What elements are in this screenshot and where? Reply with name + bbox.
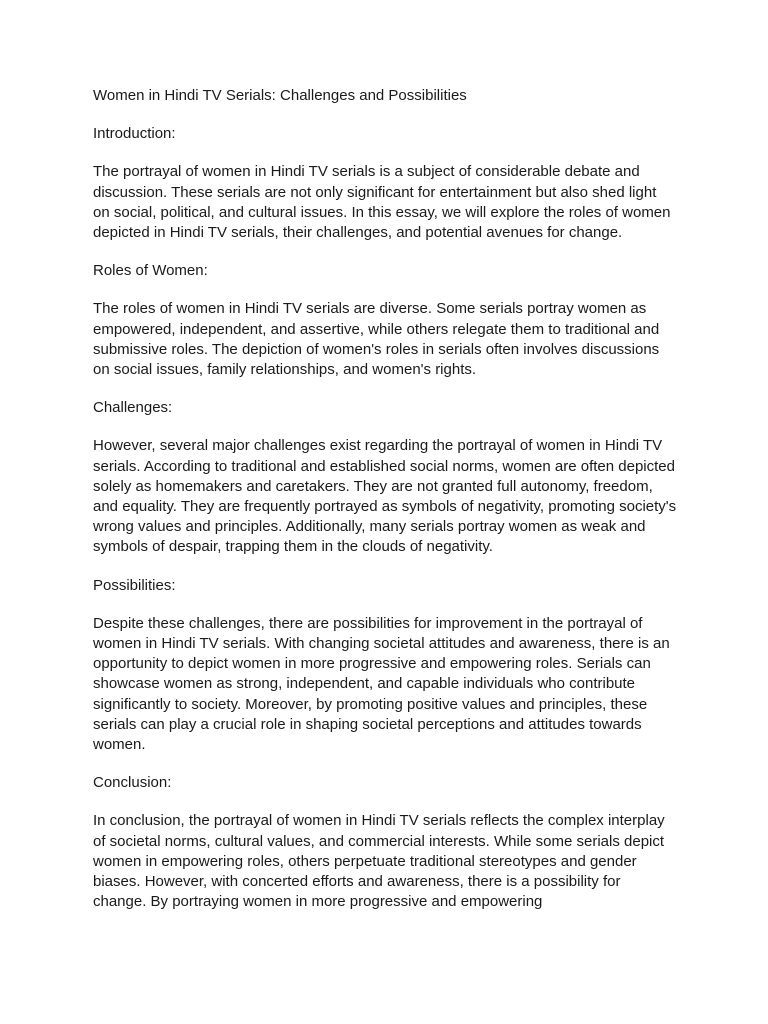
section-heading-possibilities: Possibilities: <box>93 576 176 594</box>
document-body <box>93 86 677 931</box>
section-body-challenges: However, several major challenges exist regarding the portrayal of women in Hindi TV serials. According to traditional and established social norms, women are often depicted solely as homemakers and caretakers. They are not granted full autonomy, freedom, and equality. They are frequently portrayed as symbols of negativity, promoting society's wrong values and principles. Additionally, many serials portray women as weak and symbols of despair, trapping them in the clouds of negativity. <box>93 437 677 556</box>
section-body-possibilities: Despite these challenges, there are possibilities for improvement in the portrayal of women in Hindi TV serials. With changing societal attitudes and awareness, there is an opportunity to depict women in more progressive and empowering roles. Serials can showcase women as strong, independent, and capable individuals who contribute significantly to society. Moreover, by promoting positive values and principles, these serials can play a crucial role in shaping societal perceptions and attitudes towards women. <box>93 614 670 754</box>
section-body-introduction: The portrayal of women in Hindi TV serials is a subject of considerable debate and discussion. These serials are not only significant for entertainment but also shed light on social, political, and cultural issues. In this essay, we will explore the roles of women depicted in Hindi TV serials, their challenges, and potential avenues for change. <box>93 163 671 242</box>
document-title: Women in Hindi TV Serials: Challenges and Possibilities <box>93 87 467 104</box>
section-body-roles-of-women: The roles of women in Hindi TV serials are diverse. Some serials portray women as empowered, independent, and assertive, while others relegate them to traditional and submissive roles. The depiction of women's roles in serials often involves discussions on social issues, family relationships, and women's rights. <box>93 300 660 379</box>
section-body-conclusion: In conclusion, the portrayal of women in Hindi TV serials reflects the complex interplay of societal norms, cultural values, and commercial interests. While some serials depict women in empowering roles, others perpetuate traditional stereotypes and gender biases. However, with concerted efforts and awareness, there is a possibility for change. By portraying women in more progressive and empowering <box>93 812 665 911</box>
section-heading-introduction: Introduction: <box>93 125 176 143</box>
section-heading-challenges: Challenges: <box>93 399 173 417</box>
section-heading-roles-of-women: Roles of Women: <box>93 262 208 280</box>
section-heading-conclusion: Conclusion: <box>93 774 172 792</box>
